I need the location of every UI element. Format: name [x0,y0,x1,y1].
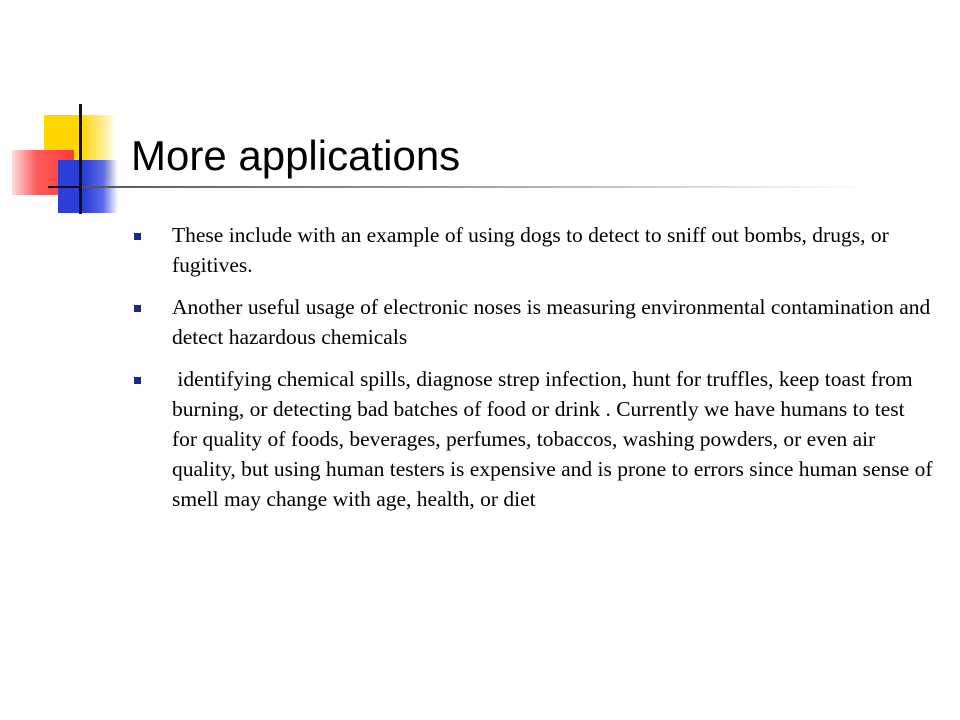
bullet-item [134,292,934,352]
vertical-line-decoration [79,104,82,214]
bullet-text: These include with an example of using dogs to detect to sniff out bombs, drugs, or fugitives. [172,223,889,277]
bullet-text: identifying chemical spills, diagnose strep infection, hunt for truffles, keep toast from burning, or detecting bad batches of food or drink . Currently we have humans to test for quality of foods, beverages, perfumes, tobaccos, washing powders, or even air quality, but using human testers is expensive and is prone to errors since human sense of smell may change with age, health, or diet [172,367,938,511]
bullet-text: Another useful usage of electronic noses is measuring environmental contamination and detect hazardous chemicals [172,295,931,349]
title-underline [82,186,872,188]
bullet-square-icon [134,233,141,240]
bullet-square-icon [134,305,141,312]
bullet-item [134,220,934,280]
bullet-list [134,220,938,526]
bullet-square-icon [134,377,141,384]
corner-logo [0,0,140,230]
bullet-item [134,364,938,514]
slide-title: More applications [131,132,461,179]
